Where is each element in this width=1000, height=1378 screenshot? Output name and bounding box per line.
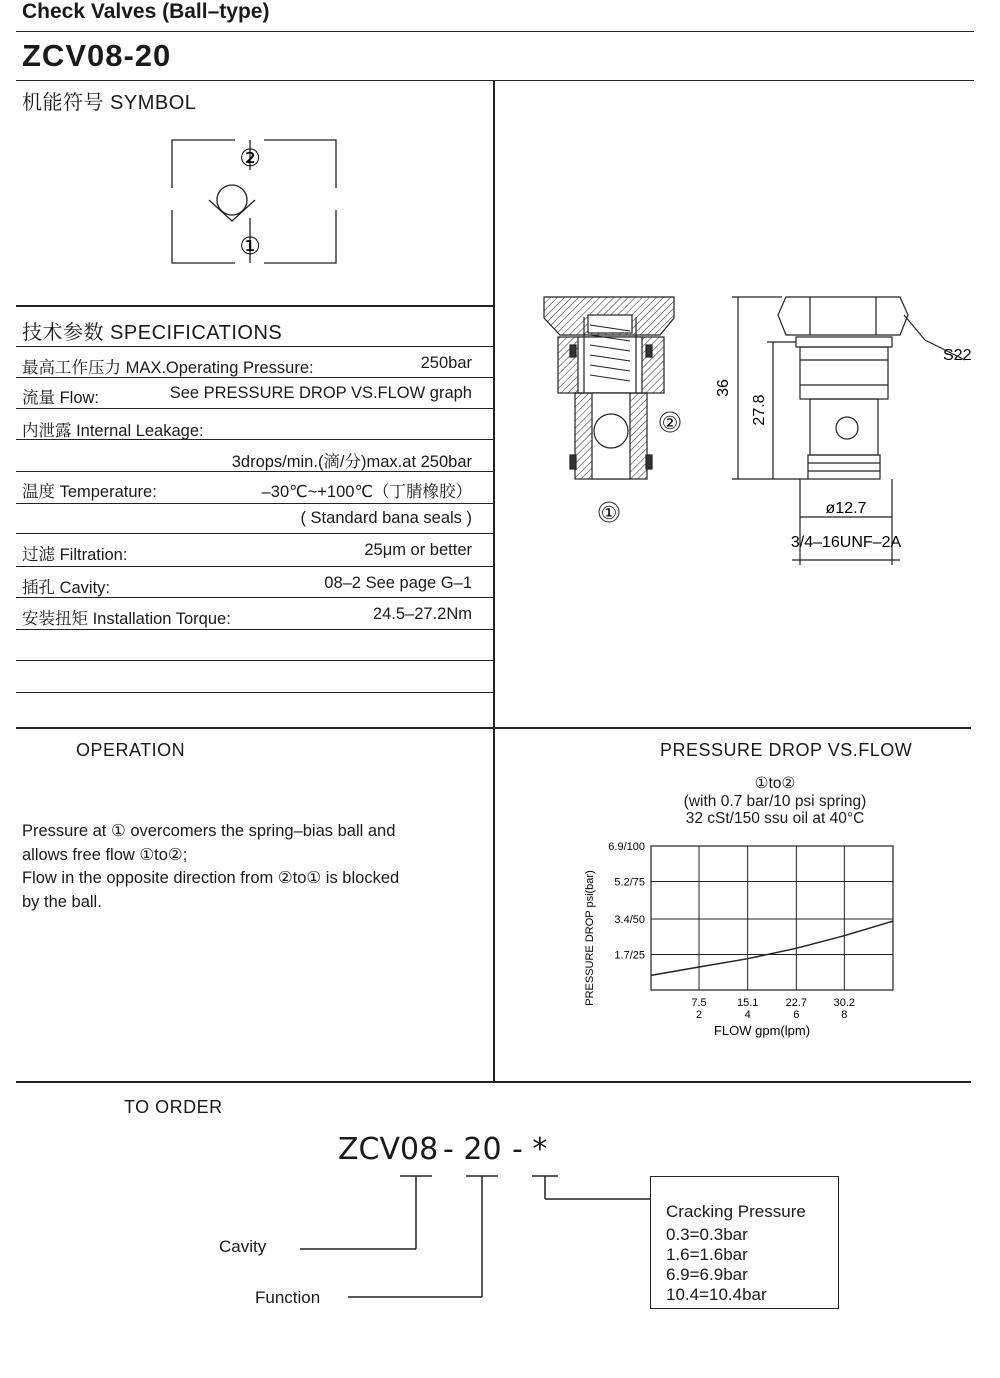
chart-x-tick-label: 30.2	[833, 997, 856, 1009]
pd-subtitle-2: (with 0.7 bar/10 psi spring)	[683, 793, 867, 810]
spec-rule	[16, 566, 493, 567]
spec-row-torque: 安装扭矩 Installation Torque: 24.5–27.2Nm	[22, 605, 472, 628]
chart-x-tick-label: 22.7	[785, 997, 808, 1009]
spec-row-filtration: 过滤 Filtration: 25μm or better	[22, 541, 472, 564]
chart-y-tick-label: 5.2/75	[614, 876, 645, 889]
chart-y-tick-label: 3.4/50	[614, 914, 645, 927]
chart-series-line	[651, 921, 893, 975]
spec-row-pressure: 最高工作压力 MAX.Operating Pressure: 250bar	[22, 354, 472, 377]
hex-size: S22	[943, 347, 972, 364]
operation-text	[22, 820, 482, 914]
header-rule-2	[16, 80, 974, 81]
order-leader-lines	[280, 1170, 660, 1305]
spec-row-temperature: 温度 Temperature: –30℃~+100℃（丁腈橡胶）	[22, 483, 472, 501]
operation-line: Pressure at ① overcomers the spring–bias ball and	[22, 822, 396, 840]
chart-x-tick-label: 8	[841, 1009, 848, 1021]
pressure-drop-chart	[575, 830, 915, 1045]
chart-x-tick-label: 15.1	[736, 997, 759, 1009]
spec-rule	[16, 346, 493, 347]
pd-subtitle-3: 32 cSt/150 ssu oil at 40°C	[685, 810, 865, 827]
document-title: Check Valves (Ball–type)	[22, 0, 270, 23]
model-title: ZCV08-20	[22, 38, 172, 73]
pd-subtitle-1: ①to②	[754, 775, 796, 792]
spec-rule	[16, 377, 493, 378]
order-code-model: ZCV08	[338, 1132, 439, 1167]
section-port-1: ①	[600, 503, 618, 523]
order-title: TO ORDER	[124, 1097, 223, 1117]
cracking-option: 1.6=1.6bar	[666, 1245, 748, 1264]
spec-rule	[16, 503, 493, 504]
dim-thread: 3/4–16UNF–2A	[790, 534, 902, 551]
external-view	[732, 297, 965, 565]
spec-rule	[16, 629, 493, 630]
column-divider	[493, 81, 495, 1082]
cracking-option: 0.3=0.3bar	[666, 1225, 748, 1244]
chart-y-ticks	[608, 841, 645, 962]
section-divider-2	[16, 1081, 971, 1083]
spec-rule	[16, 533, 493, 534]
dim-diameter: ø12.7	[825, 500, 867, 517]
check-valve-symbol	[160, 130, 350, 275]
spec-row-flow: 流量 Flow: See PRESSURE DROP VS.FLOW graph	[22, 384, 472, 407]
chart-y-label: PRESSURE DROP psi(bar)	[584, 870, 596, 1006]
section-port-2: ②	[661, 413, 679, 433]
operation-line: Flow in the opposite direction from ②to① is blocked	[22, 869, 400, 887]
chart-x-label: FLOW gpm(lpm)	[713, 1023, 811, 1038]
dim-body: 27.8	[751, 394, 768, 426]
cracking-pressure-title: Cracking Pressure	[666, 1202, 806, 1221]
spec-row-cavity: 插孔 Cavity: 08–2 See page G–1	[22, 574, 472, 597]
cartridge-drawing	[520, 285, 980, 585]
spec-row-leakage: 内泄露 Internal Leakage:	[22, 422, 204, 440]
symbol-port-1: ①	[239, 233, 261, 260]
chart-x-tick-label: 2	[695, 1009, 703, 1021]
order-code-function: - 20	[443, 1132, 502, 1167]
section-view	[544, 297, 674, 479]
chart-x-tick-label: 4	[744, 1009, 751, 1021]
chart-x-ticks	[691, 997, 855, 1021]
spec-rule	[16, 408, 493, 409]
spec-rule	[16, 439, 493, 440]
pressure-drop-title: PRESSURE DROP VS.FLOW	[660, 740, 913, 760]
section-divider	[16, 727, 971, 729]
dim-total: 36	[715, 379, 732, 397]
symbol-title: 机能符号 SYMBOL	[22, 92, 197, 114]
operation-line: by the ball.	[22, 892, 102, 911]
cracking-option: 6.9=6.9bar	[666, 1265, 748, 1284]
function-label: Function	[255, 1288, 321, 1307]
chart-y-tick-label: 1.7/25	[614, 949, 645, 962]
spec-rule	[16, 471, 493, 472]
cavity-label: Cavity	[219, 1237, 267, 1256]
spec-rule	[16, 660, 493, 661]
chart-x-tick-label: 7.5	[691, 997, 707, 1009]
header-rule	[16, 31, 974, 32]
chart-x-tick-label: 6	[793, 1009, 800, 1021]
spec-rule	[16, 692, 493, 693]
cracking-pressure-box	[650, 1176, 839, 1309]
symbol-port-2: ②	[239, 145, 261, 172]
symbol-spec-divider	[16, 305, 493, 307]
operation-title: OPERATION	[76, 740, 186, 760]
spec-rule	[16, 597, 493, 598]
operation-line: allows free flow ①to②;	[22, 845, 188, 864]
chart-y-tick-label: 6.9/100	[608, 841, 645, 853]
specifications-title: 技术参数 SPECIFICATIONS	[22, 322, 283, 344]
cracking-option: 10.4=10.4bar	[666, 1285, 767, 1304]
order-code-option: - *	[512, 1132, 548, 1167]
